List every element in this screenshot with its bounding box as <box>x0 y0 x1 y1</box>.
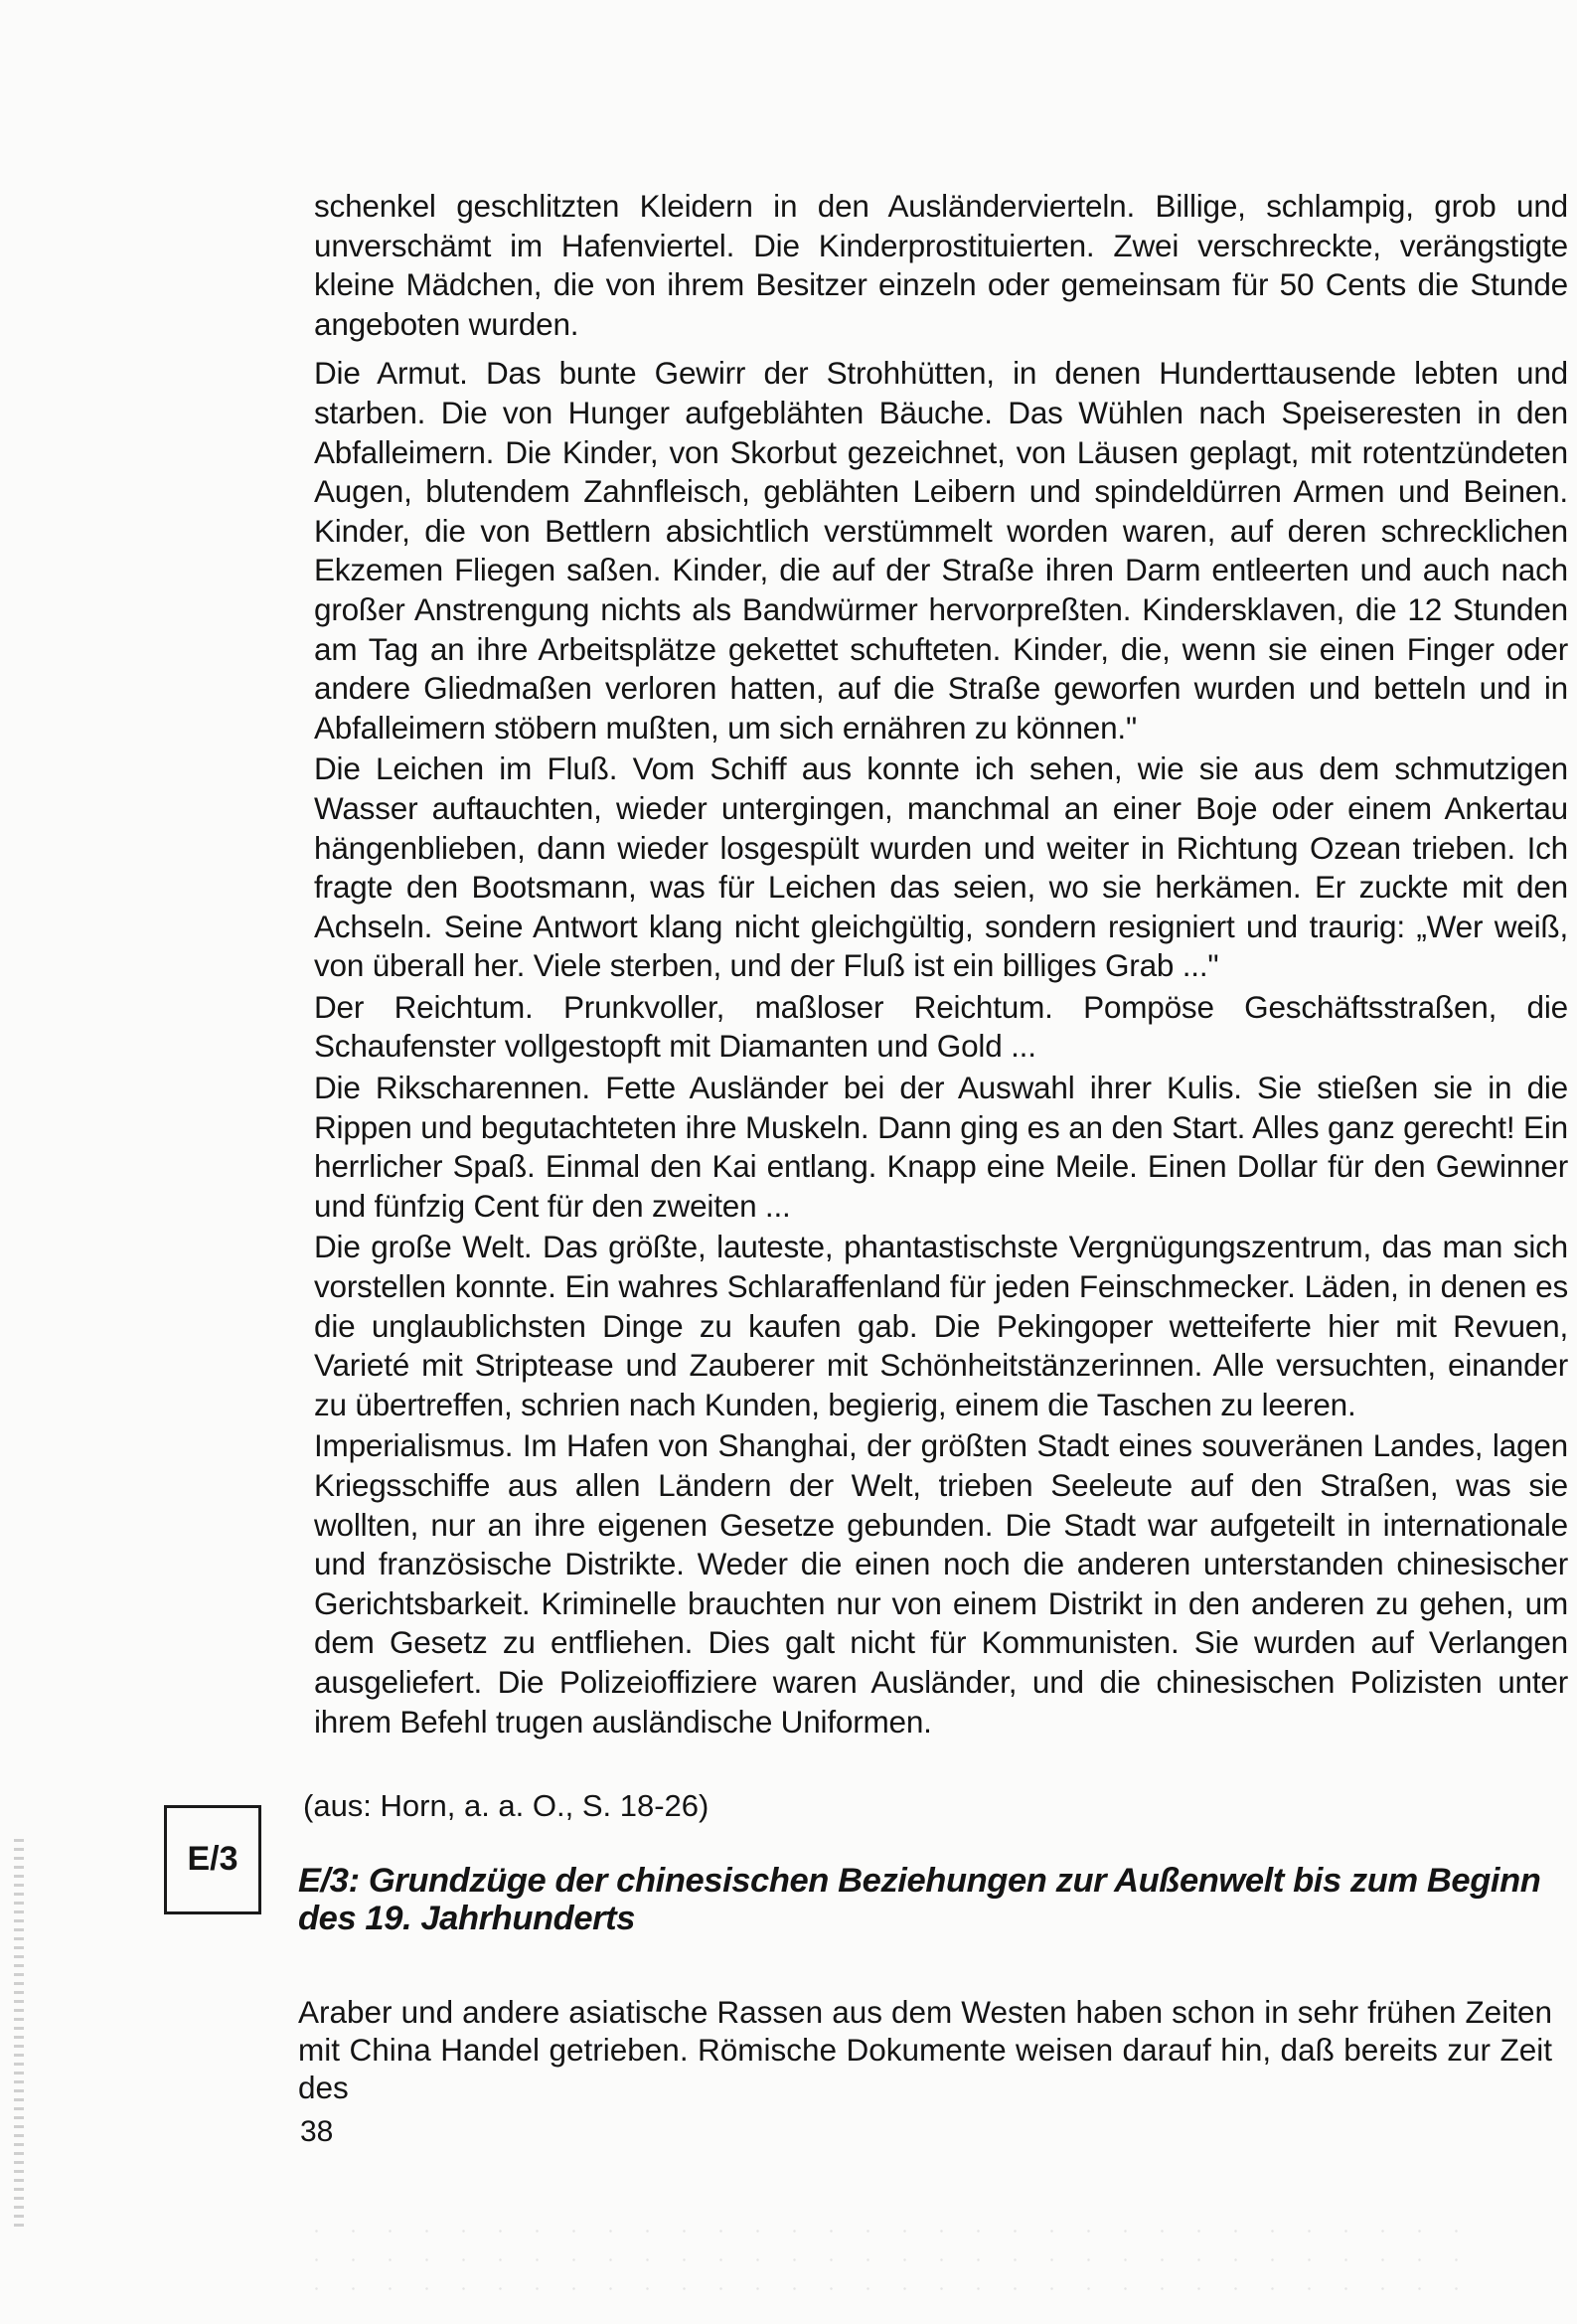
paragraph-wealth: Der Reichtum. Prunkvoller, maßloser Reichtum. Pompöse Geschäftsstraßen, die Schaufenster vollgestopft mit Diamanten und Gold ... <box>314 988 1568 1065</box>
paragraph-great-world: Die große Welt. Das größte, lauteste, phantastischste Vergnügungszentrum, das man sich vorstellen konnte. Ein wahres Schlaraffenland für jeden Feinschmecker. Läden, in denen es die unglaublichsten Dinge zu kaufen gab. Die Pekingoper wetteiferte hier mit Revuen, Varieté mit Striptease und Zauberer mit Schönheitstänzerinnen. Alle versuchten, einander zu übertreffen, schrien nach Kunden, begierig, einem die Taschen zu leeren. <box>314 1229 1568 1422</box>
paragraph-corpses-in-river: Die Leichen im Fluß. Vom Schiff aus konnte ich sehen, wie sie aus dem schmutzigen Wasser auftauchten, wieder untergingen, manchmal an einer Boje oder einem Ankertau hängenblieben, dann wieder losgespült wurden und weiter in Richtung Ozean trieben. Ich fragte den Bootsmann, was für Leichen das seien, wo sie herkämen. Er zuckte mit den Achseln. Seine Antwort klang nicht gleichgültig, sondern resigniert und traurig: „Wer weiß, von überall her. Viele sterben, und der Fluß ist ein billiges Grab ..." <box>314 750 1568 984</box>
section-marker-label: E/3 <box>187 1840 238 1878</box>
paragraph-poverty: Die Armut. Das bunte Gewirr der Strohhütten, in denen Hunderttausende lebten und starben. Die von Hunger aufgeblähten Bäuche. Das Wühlen nach Speiseresten in den Abfalleimern. Die Kinder, von Skorbut gezeichnet, von Läusen geplagt, mit rotentzündeten Augen, blutendem Zahnfleisch, geblähten Leibern und spindeldürren Armen und Beinen. Kinder, die von Bettlern absichtlich verstümmelt worden waren, auf deren schrecklichen Ekzemen Fliegen saßen. Kinder, die auf der Straße ihren Darm entleerten und auch nach großer Anstrengung nichts als Bandwürmer hervorpreßten. Kindersklaven, die 12 Stunden am Tag an ihre Arbeitsplätze gekettet schufteten. Kinder, die, wenn sie einen Finger oder andere Gliedmaßen verloren hatten, auf die Straße geworfen wurden und betteln und in Abfalleimern stöbern mußten, um sich ernähren zu können." <box>314 355 1568 746</box>
paragraph-prostitution: schenkel geschlitzten Kleidern in den Ausländervierteln. Billige, schlampig, grob und unverschämt im Hafenviertel. Die Kinderprostituierten. Zwei verschreckte, verängstigte kleine Mädchen, die von ihrem Besitzer einzeln oder gemeinsam für 50 Cents die Stunde angeboten wurden. <box>314 188 1568 342</box>
paragraph-imperialism: Imperialismus. Im Hafen von Shanghai, der größten Stadt eines souveränen Landes, lagen Kriegsschiffe aus allen Ländern der Welt, trieben Seeleute auf den Straßen, was sie wollten, nur an ihre eigenen Gesetze gebunden. Die Stadt war aufgeteilt in internationale und französische Distrikte. Weder die einen noch die anderen unterstanden chinesischer Gerichtsbarkeit. Kriminelle brauchten nur von einem Distrikt in den anderen zu gehen, um dem Gesetz zu entfliehen. Dies galt nicht für Kommunisten. Sie wurden auf Verlangen ausgeliefert. Die Polizeioffiziere waren Ausländer, und die chinesischen Polizisten unter ihrem Befehl trugen ausländische Uniformen. <box>314 1427 1568 1740</box>
source-citation: (aus: Horn, a. a. O., S. 18-26) <box>303 1788 710 1823</box>
scan-noise-artifact <box>298 2217 1491 2316</box>
section-marker-box <box>164 1805 261 1914</box>
main-text-block <box>314 187 1568 1742</box>
page-number: 38 <box>300 2115 334 2148</box>
binding-edge-artifact <box>14 1839 24 2227</box>
section-heading: E/3: Grundzüge der chinesischen Beziehungen zur Außenwelt bis zum Beginn des 19. Jahrhunderts <box>298 1862 1541 1937</box>
paragraph-rickshaw-races: Die Rikscharennen. Fette Ausländer bei der Auswahl ihrer Kulis. Sie stießen sie in die Rippen und begutachteten ihre Muskeln. Dann ging es an den Start. Alles ganz gerecht! Ein herrlicher Spaß. Einmal den Kai entlang. Knapp eine Meile. Einen Dollar für den Gewinner und fünfzig Cent für den zweiten ... <box>314 1070 1568 1224</box>
section-body-text: Araber und andere asiatische Rassen aus dem Westen haben schon in sehr frühen Zeiten mit China Handel getrieben. Römische Dokumente weisen darauf hin, daß bereits zur Zeit des <box>298 1994 1552 2105</box>
